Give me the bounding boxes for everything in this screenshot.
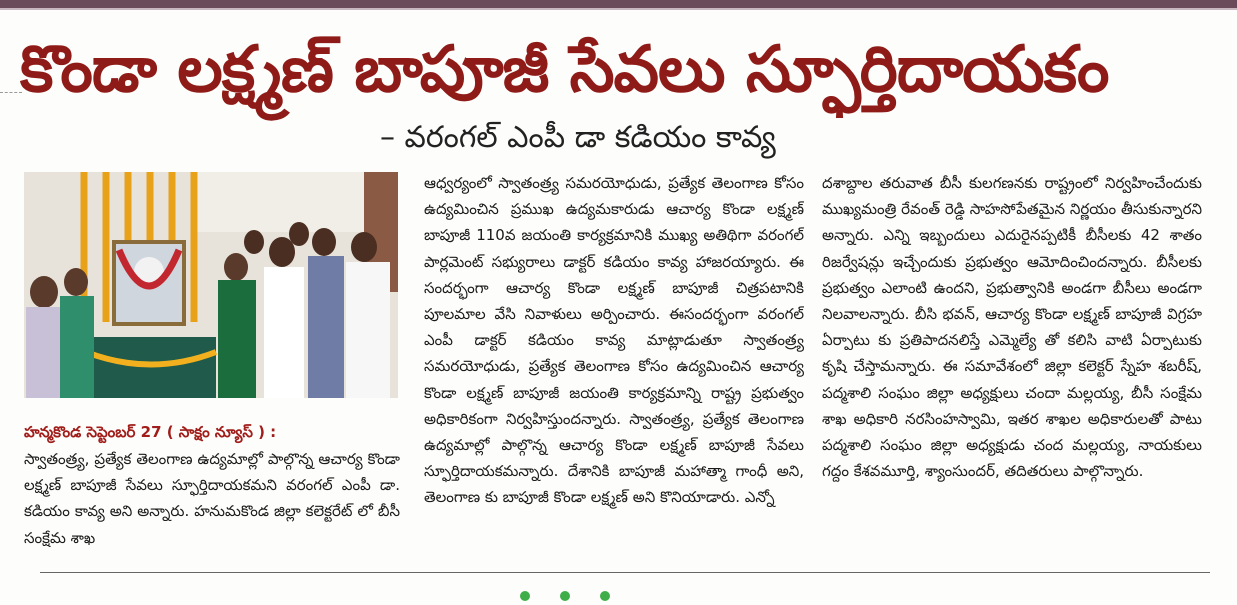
headline: కొండా లక్ష్మణ్ బాపూజీ సేవలు స్ఫూర్తిదాయకం xyxy=(20,33,1109,107)
top-border-band xyxy=(0,0,1237,8)
clipping-cut-line xyxy=(0,92,22,93)
dateline: హన్మకొండ సెప్టెంబర్ 27 ( సాక్షం న్యూస్ ) : xyxy=(24,423,277,441)
top-border-rule xyxy=(0,8,1237,10)
article-column-1-text: స్వాతంత్ర్య, ప్రత్యేక తెలంగాణ ఉద్యమాల్లో పాల్గొన్న ఆచార్య కొండా లక్ష్మణ్ బాపూజీ సేవలు స్ఫూర్తిదాయకమని వరంగల్ ఎంపీ డా. కడియం కావ్య అని అన్నారు. హనుమకొండ జిల్లా కలెక్టరేట్ లో బీసీ సంక్షేమ శాఖ xyxy=(24,450,400,547)
article-column-3 xyxy=(822,170,1202,560)
article-column-2-text: ఆధ్వర్యంలో స్వాతంత్ర్య సమరయోధుడు, ప్రత్యేక తెలంగాణ కోసం ఉద్యమించిన ప్రముఖ ఉద్యమకారుడు ఆచార్య కొండా లక్ష్మణ్ బాపూజీ 110వ జయంతి కార్యక్రమానికి ముఖ్య అతిథిగా వరంగల్ పార్లమెంట్ సభ్యురాలు డాక్టర్ కడియం కావ్య హాజరయ్యారు. ఈ సందర్భంగా ఆచార్య కొండా లక్ష్మణ్ బాపూజీ చిత్రపటానికి పూలమాల వేసి నివాళులు అర్పించారు. ఈసందర్భంగా వరంగల్ ఎంపీ డాక్టర్ కడియం కావ్య మాట్లాడుతూ స్వాతంత్ర్య సమరయోధుడు, ప్రత్యేక తెలంగాణ కోసం ఉద్యమించిన ఆచార్య కొండా లక్ష్మణ్ బాపూజీ జయంతి కార్యక్రమాన్ని రాష్ట్ర ప్రభుత్వం అధికారికంగా నిర్వహిస్తుందన్నారు. స్వాతంత్ర్య, ప్రత్యేక తెలంగాణ ఉద్యమాల్లో పాల్గొన్న ఆచార్య కొండా లక్ష్మణ్ బాపూజీ సేవలు స్ఫూర్తిదాయకమన్నారు. దేశానికి బాపూజీ మహాత్మా గాంధీ అని, తెలంగాణ కు బాపూజీ కొండా లక్ష్మణ్ అని కొనియాడారు. ఎన్నో xyxy=(424,174,804,507)
next-article-fragment xyxy=(600,591,610,601)
news-photo-illustration xyxy=(24,172,398,398)
news-photo xyxy=(24,172,398,398)
article-column-3-text: దశాబ్దాల తరువాత బీసీ కులగణనకు రాష్ట్రంలో నిర్వహించేందుకు ముఖ్యమంత్రి రేవంత్ రెడ్డి సాహసోపేతమైన నిర్ణయం తీసుకున్నారని అన్నారు. ఎన్ని ఇబ్బందులు ఎదురైనప్పటికీ బీసీలకు 42 శాతం రిజర్వేషన్లు ఇచ్చేందుకు ప్రభుత్వం ఆమోదించిందన్నారు. బీసీలకు ప్రభుత్వం ఎలాంటి ఉందని, ప్రభుత్వానికి అండగా బీసీలు అండగా నిలవాలన్నారు. బీసి భవన్, ఆచార్య కొండా లక్ష్మణ్ బాపూజీ విగ్రహ ఏర్పాటు కు ప్రతిపాదనలిస్తే ఎమ్మెల్యే తో కలిసి వాటి ఏర్పాటుకు కృషి చేస్తామన్నారు. ఈ సమావేశంలో జిల్లా కలెక్టర్ స్నేహ శబరీష్, పద్మశాలి సంఘం జిల్లా అధ్యక్షులు చందా మల్లయ్య, బీసీ సంక్షేమ శాఖ అధికారి నరసింహస్వామి, ఇతర శాఖల అధికారులతో పాటు పద్మశాలి సంఘం జిల్లా అధ్యక్షుడు చంద మల్లయ్య, నాయకులు గద్దం కేశవమూర్తి, శ్యాంసుందర్, తదితరులు పాల్గొన్నారు. xyxy=(822,174,1202,481)
bottom-rule xyxy=(40,572,1210,573)
next-article-fragment xyxy=(520,591,530,601)
next-article-peek xyxy=(520,586,820,596)
byline: – వరంగల్ ఎంపీ డా కడియం కావ్య xyxy=(380,120,776,155)
article-column-1 xyxy=(24,446,400,556)
article-column-2 xyxy=(424,170,804,560)
next-article-fragment xyxy=(560,591,570,601)
